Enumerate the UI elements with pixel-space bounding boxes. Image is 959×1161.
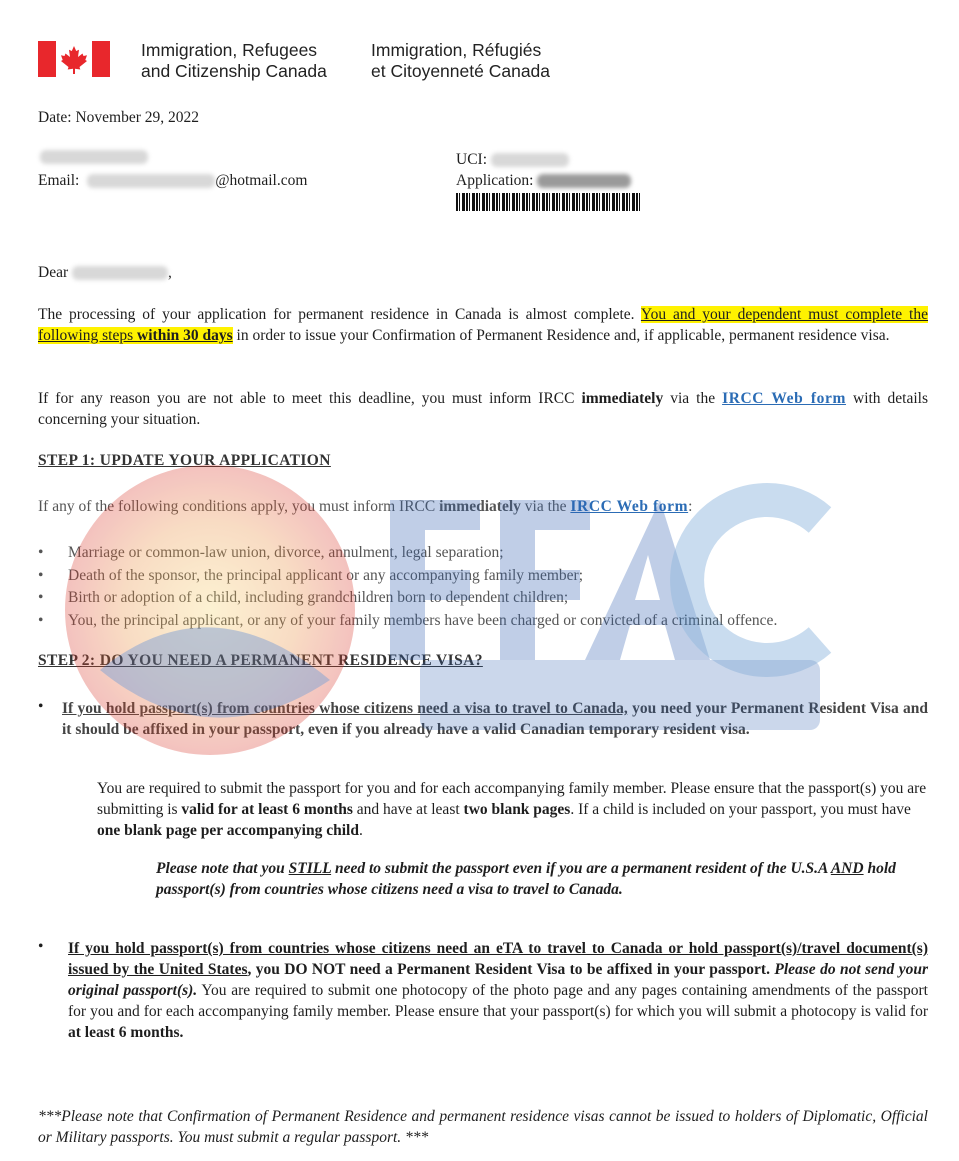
- list-item: • You, the principal applicant, or any of your family members have been charged or convicted of a criminal offence.: [68, 610, 948, 633]
- step2-heading: STEP 2: DO YOU NEED A PERMANENT RESIDENCE VISA?: [38, 652, 483, 669]
- email-line: Email: @hotmail.com: [38, 172, 308, 189]
- redacted-application-number: [537, 174, 631, 188]
- department-name-en: Immigration, Refugees and Citizenship Canada: [141, 40, 327, 81]
- application-barcode: [456, 193, 642, 211]
- step1-intro: If any of the following conditions apply, you must inform IRCC immediately via the IRCC Web form:: [38, 498, 693, 515]
- list-item: • Marriage or common-law union, divorce, annulment, legal separation;: [68, 542, 948, 565]
- uci-line: UCI:: [456, 151, 569, 169]
- passport-submission-paragraph: You are required to submit the passport for you and for each accompanying family member. Please ensure that the passport(s) you are submitting is valid for at least 6 months and have at least two blank pages. If a child is included on your passport, you must have one blank page per accompanying child.: [97, 780, 927, 839]
- processing-paragraph: The processing of your application for permanent residence in Canada is almost complete. You and your dependent must complete the following steps within 30 days in order to issue your Confirmation of Permanent Residence and, if applicable, permanent residence visa.: [38, 306, 928, 344]
- deadline-paragraph: If for any reason you are not able to meet this deadline, you must inform IRCC immediately via the IRCC Web form with details concerning your situation.: [38, 390, 928, 428]
- department-name-fr: Immigration, Réfugiés et Citoyenneté Canada: [371, 40, 551, 81]
- ircc-web-form-link[interactable]: IRCC Web form: [722, 390, 847, 407]
- list-item: • Death of the sponsor, the principal applicant or any accompanying family member;: [68, 565, 948, 588]
- redacted-uci: [491, 153, 569, 167]
- bullet-marker: •: [38, 698, 44, 715]
- deadline-days: within 30 days: [137, 327, 233, 344]
- letter-date: Date: November 29, 2022: [38, 109, 199, 126]
- redacted-recipient-name: [72, 266, 168, 280]
- redacted-email: [87, 174, 215, 188]
- application-line: Application:: [456, 172, 631, 190]
- salutation: Dear ,: [38, 264, 172, 281]
- highlighted-deadline-text: You and your dependent must complete the following steps: [38, 306, 928, 344]
- bullet-marker: •: [38, 938, 44, 955]
- step1-heading: STEP 1: UPDATE YOUR APPLICATION: [38, 452, 331, 469]
- ircc-web-form-link-step1[interactable]: IRCC Web form: [570, 498, 689, 515]
- list-item: • Birth or adoption of a child, including grandchildren born to dependent children;: [68, 587, 948, 610]
- conditions-list: [38, 542, 948, 632]
- visa-required-bullet: If you hold passport(s) from countries whose citizens need a visa to travel to Canada, you need your Permanent Resident Visa and it should be affixed in your passport, even if you already have a valid Canadian temporary resident visa.: [62, 700, 928, 738]
- eta-bullet: If you hold passport(s) from countries whose citizens need an eTA to travel to Canada or hold passport(s)/travel document(s) issued by the United States, you DO NOT need a Permanent Resident Visa to be affixed in your passport. Please do not send your original passport(s). You are required to submit one photocopy of the photo page and any pages containing amendments of the passport for you and for each accompanying family member. Please ensure that your passport(s) for which you will submit a photocopy is valid for at least 6 months.: [68, 940, 928, 1041]
- redacted-name: [40, 148, 148, 166]
- usa-resident-note: Please note that you STILL need to submit the passport even if you are a permanent resident of the U.S.A AND hold passport(s) from countries whose citizens need a visa to travel to Canada.: [156, 860, 896, 898]
- diplomatic-passport-note: ***Please note that Confirmation of Permanent Residence and permanent residence visas cannot be issued to holders of Diplomatic, Official or Military passports. You must submit a regular passport. ***: [38, 1108, 928, 1146]
- canada-flag-logo: [38, 41, 110, 77]
